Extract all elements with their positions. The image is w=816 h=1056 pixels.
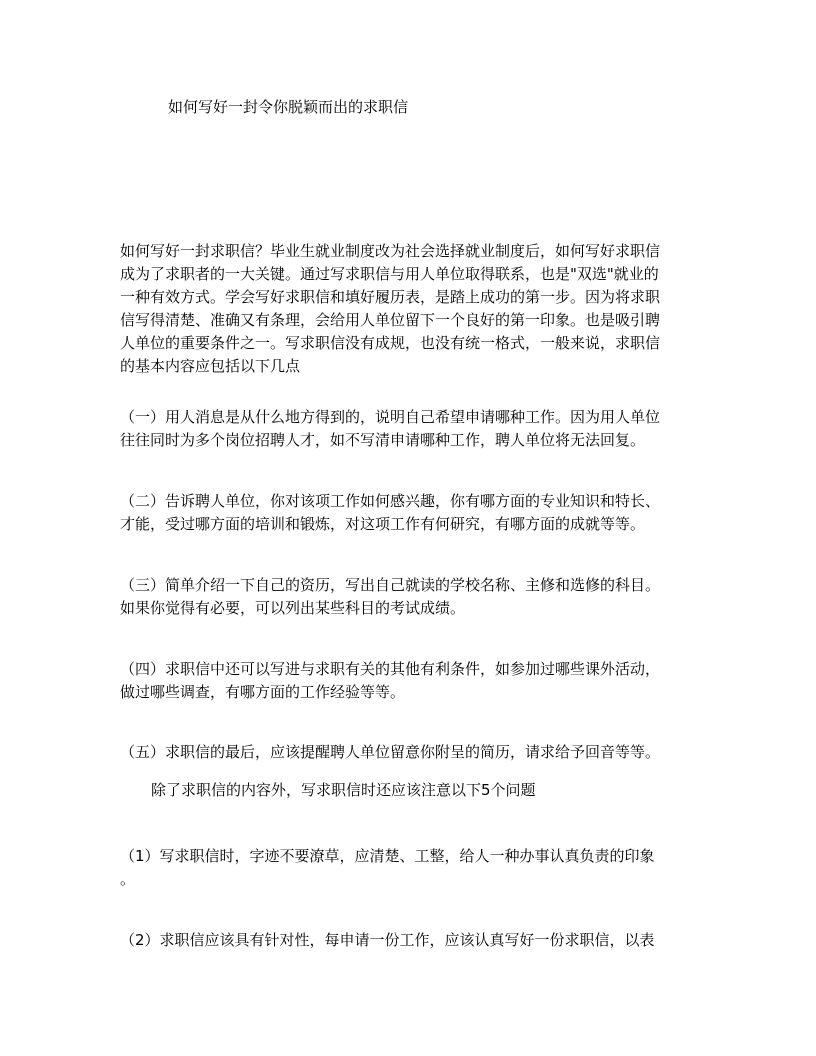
- intro-line: 信写得清楚、准确又有条理，会给用人单位留下一个良好的第一印象。也是吸引聘: [120, 311, 661, 329]
- intro-line: 的基本内容应包括以下几点: [120, 357, 301, 375]
- tip-line: 。: [120, 870, 136, 888]
- intro-line: 人单位的重要条件之一。写求职信没有成规，也没有统一格式，一般来说，求职信: [120, 334, 661, 352]
- content-item-3: [120, 574, 700, 620]
- item-line: 做过哪些调查，有哪方面的工作经验等等。: [120, 683, 406, 701]
- item-line: （二）告诉聘人单位，你对该项工作如何感兴趣，你有哪方面的专业知识和特长、: [120, 492, 661, 510]
- content-item-2: [120, 490, 700, 536]
- tip-line: （1）写求职信时，字迹不要潦草，应清楚、工整，给人一种办事认真负责的印象: [120, 847, 655, 865]
- item-line: （四）求职信中还可以写进与求职有关的其他有利条件，如参加过哪些课外活动，: [120, 660, 661, 678]
- item-line: 才能，受过哪方面的培训和锻炼，对这项工作有何研究，有哪方面的成就等等。: [120, 515, 646, 533]
- item-line: 往往同时为多个岗位招聘人才，如不写清申请哪种工作，聘人单位将无法回复。: [120, 431, 646, 449]
- intro-line: 成为了求职者的一大关键。通过写求职信与用人单位取得联系，也是"双选"就业的: [120, 265, 659, 283]
- intro-paragraph: [120, 240, 700, 378]
- note-line: 除了求职信的内容外，写求职信时还应该注意以下5个问题: [151, 781, 536, 799]
- tip-line: （2）求职信应该具有针对性，每申请一份工作，应该认真写好一份求职信，以表: [120, 931, 655, 949]
- content-item-4: [120, 658, 700, 704]
- intro-line: 一种有效方式。学会写好求职信和填好履历表，是踏上成功的第一步。因为将求职: [120, 288, 661, 306]
- note-paragraph: [151, 779, 711, 802]
- content-item-1: [120, 406, 700, 452]
- tip-item-1: [120, 845, 700, 891]
- tip-item-2: [120, 929, 700, 952]
- item-line: （五）求职信的最后，应该提醒聘人单位留意你附呈的简历，请求给予回音等等。: [120, 743, 661, 761]
- intro-line: 如何写好一封求职信？毕业生就业制度改为社会选择就业制度后，如何写好求职信: [120, 242, 661, 260]
- item-line: （三）简单介绍一下自己的资历，写出自己就读的学校名称、主修和选修的科目。: [120, 576, 661, 594]
- item-line: （一）用人消息是从什么地方得到的，说明自己希望申请哪种工作。因为用人单位: [120, 408, 661, 426]
- document-title: 如何写好一封令你脱颖而出的求职信: [168, 98, 409, 116]
- item-line: 如果你觉得有必要，可以列出某些科目的考试成绩。: [120, 599, 466, 617]
- content-item-5: [120, 741, 700, 764]
